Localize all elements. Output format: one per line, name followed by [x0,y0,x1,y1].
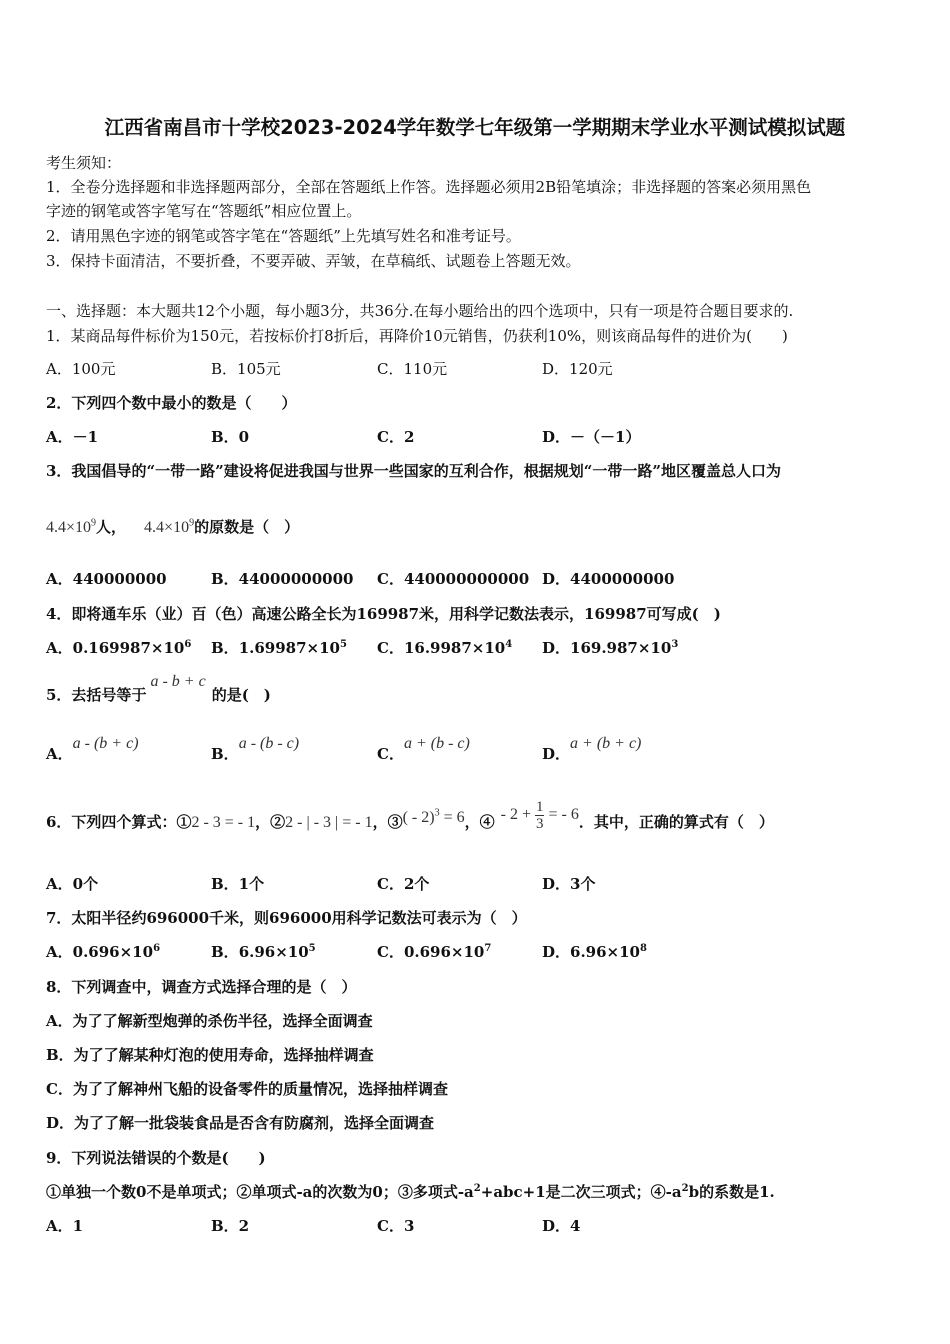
question-6-option-d[interactable]: D．3个 [542,875,596,893]
question-2-option-c[interactable]: C．2 [377,428,415,446]
question-3-option-b[interactable]: B．44000000000 [211,570,354,588]
question-1-option-a[interactable]: A．100元 [46,360,116,378]
notice-item-1-line-2: 字迹的钢笔或答字笔写在“答题纸”相应位置上。 [46,202,362,220]
expression-1: 2 - 3 = - 1 [191,814,256,831]
question-7-stem: 7．太阳半径约696000千米，则696000用科学记数法可表示为（ ） [46,909,527,927]
question-9-option-c[interactable]: C．3 [377,1217,415,1235]
separator-2: ，② [255,813,286,831]
fraction-one-third: $\frac{1}{3}$ [535,798,544,832]
question-8-option-c[interactable]: C．为了了解神州飞船的设备零件的质量情况，选择抽样调查 [46,1080,448,1098]
notice-heading: 考生须知： [46,154,122,172]
question-1-option-c[interactable]: C．110元 [377,360,448,378]
question-8-option-a[interactable]: A．为了了解新型炮弹的杀伤半径，选择全面调查 [46,1012,373,1030]
section-heading: 一、选择题：本大题共12个小题，每小题3分，共36分.在每小题给出的四个选项中，只有一项是符合题目要求的. [46,302,794,320]
question-6-suffix: ．其中，正确的算式有（ ） [578,813,774,831]
question-5-stem [46,675,271,711]
question-6-options [46,874,926,896]
question-2-stem: 2．下列四个数中最小的数是（ ） [46,394,297,412]
question-6-option-c[interactable]: C．2个 [377,875,430,893]
expression-4: - 2 + $\frac{1}{3}$ = - 6 [500,798,579,832]
question-7-option-d[interactable]: D．$6.96\times 10^8$ [542,943,647,961]
question-5-option-a[interactable]: A．a - (b + c) [46,735,139,763]
question-6-prefix: 6．下列四个算式：① [46,813,192,831]
question-2-options [46,427,926,449]
question-8-option-b[interactable]: B．为了了解某种灯泡的使用寿命，选择抽样调查 [46,1046,374,1064]
question-6-option-b[interactable]: B．1个 [211,875,265,893]
question-2-option-a[interactable]: A．－1 [46,428,99,446]
question-9-option-d[interactable]: D．4 [542,1217,581,1235]
question-3-option-c[interactable]: C．440000000000 [377,570,530,588]
question-4-stem: 4．即将通车乐（业）百（色）高速公路全长为169987米，用科学记数法表示，169987可写成( ) [46,605,721,623]
question-5-option-b[interactable]: B．a - (b - c) [211,735,300,763]
question-4-options [46,638,926,660]
expression-2: 2 - | - 3 | = - 1 [285,814,373,831]
question-1-option-b[interactable]: B．105元 [211,360,281,378]
separator-4: ，④ [464,813,495,831]
notice-item-1-line-1: 1．全卷分选择题和非选择题两部分，全部在答题纸上作答。选择题必须用2B铅笔填涂；非选择题的答案必须用黑色 [46,178,812,196]
question-5-suffix: 的是( ) [211,686,271,704]
question-3-options [46,569,926,591]
question-4-option-a[interactable]: A．$0.169987\times 10^6$ [46,639,192,657]
exam-title: 江西省南昌市十学校2023-2024学年数学七年级第一学期期末学业水平测试模拟试题 [104,116,846,139]
question-2-option-d[interactable]: D．－（－1） [542,428,641,446]
population-expression-2: $4.4\times 10^9$ [144,517,195,536]
question-9-option-a[interactable]: A．1 [46,1217,84,1235]
question-1-stem: 1．某商品每件标价为150元，若按标价打8折后，再降价10元销售，仍获利10%，则该商品每件的进价为( ) [46,327,788,345]
question-6-stem [46,800,774,845]
question-3-stem: 3．我国倡导的“一带一路”建设将促进我国与世界一些国家的互利合作，根据规划“一带一路”地区覆盖总人口为 [46,462,781,480]
question-2-option-b[interactable]: B．0 [211,428,250,446]
question-5-prefix: 5．去括号等于 [46,686,147,704]
question-1-options [46,359,926,381]
question-9-option-b[interactable]: B．2 [211,1217,250,1235]
question-3-option-a[interactable]: A．440000000 [46,570,167,588]
question-3-option-d[interactable]: D．4400000000 [542,570,675,588]
question-4-option-b[interactable]: B．$1.69987\times 10^5$ [211,639,347,657]
expression-3: ( - 2)$^3$ = 6 [402,807,465,826]
population-expression-1: $4.4\times 10^9$ [46,517,97,536]
question-8-option-d[interactable]: D．为了了解一批袋装食品是否含有防腐剂，选择全面调查 [46,1114,435,1132]
question-5-option-d[interactable]: D．a + (b + c) [542,735,642,763]
question-7-option-a[interactable]: A．$0.696\times 10^6$ [46,943,161,961]
notice-item-2: 2．请用黑色字迹的钢笔或答字笔在“答题纸”上先填写姓名和准考证号。 [46,227,521,245]
separator-3: ，③ [372,813,403,831]
question-9-statements: ①单独一个数0不是单项式；②单项式-a的次数为0；③多项式$-a^2+abc+1$是二次三项式；$④-a^2b$的系数是1. [46,1183,775,1201]
question-6-option-a[interactable]: A．0个 [46,875,99,893]
question-7-option-b[interactable]: B．$6.96\times 10^5$ [211,943,316,961]
question-3-tail: 的原数是（ ） [194,518,300,536]
question-8-stem: 8．下列调查中，调查方式选择合理的是（ ） [46,978,357,996]
question-7-option-c[interactable]: C．$0.696\times 10^7$ [377,943,492,961]
question-4-option-c[interactable]: C．$16.9987\times 10^4$ [377,639,513,657]
question-1-option-d[interactable]: D．120元 [542,360,613,378]
question-7-options [46,942,926,964]
question-5-option-c[interactable]: C．a + (b - c) [377,735,470,763]
question-5-options [46,733,926,765]
question-5-expression: a - b + c [150,673,206,690]
question-4-option-d[interactable]: D．$169.987\times 10^3$ [542,639,679,657]
question-9-stem: 9．下列说法错误的个数是( ) [46,1149,266,1167]
population-unit: 人， [96,518,127,536]
question-3-population-line [46,517,299,538]
notice-item-3: 3．保持卡面清洁，不要折叠，不要弄破、弄皱，在草稿纸、试题卷上答题无效。 [46,252,581,270]
question-9-options [46,1216,926,1238]
